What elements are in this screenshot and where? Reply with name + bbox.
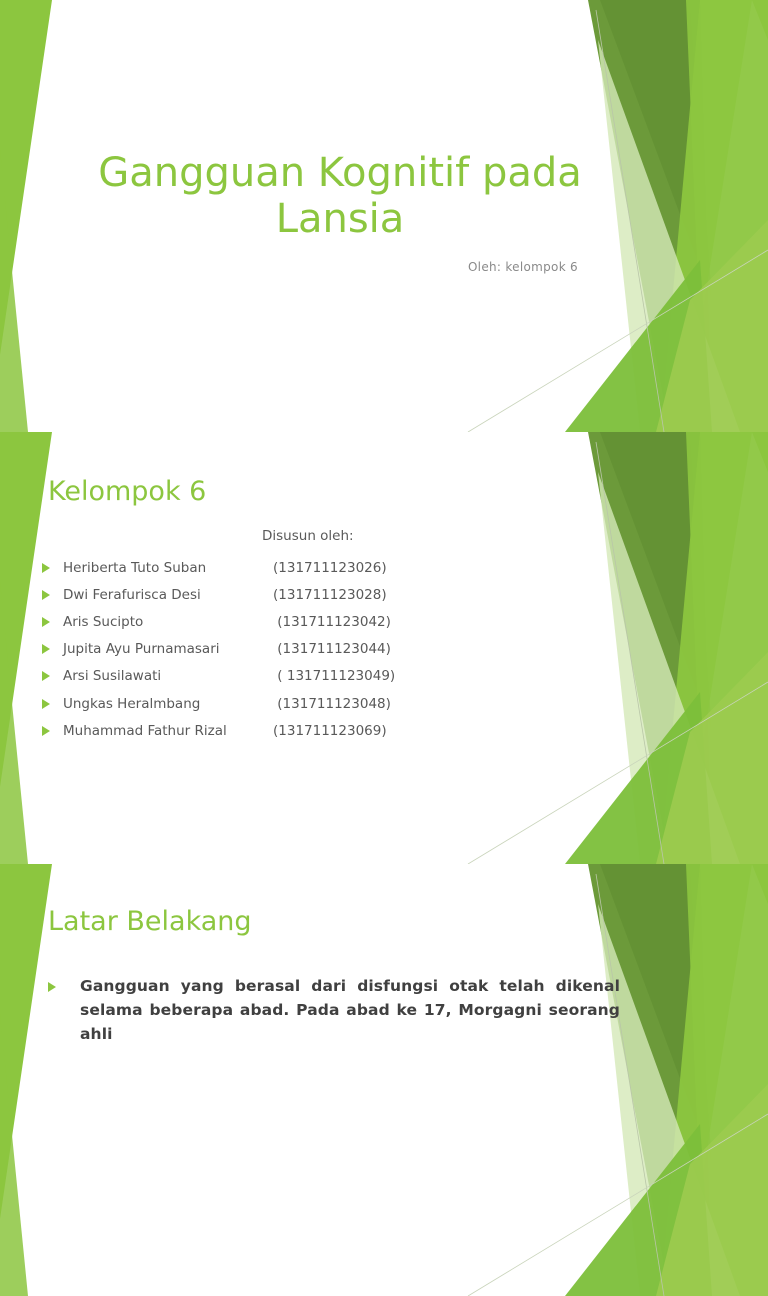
slide-group-members: [0, 432, 768, 864]
member-id: ( 131711123049): [273, 668, 396, 685]
member-id: (131711123026): [273, 559, 387, 576]
list-item: [42, 636, 395, 663]
slide-heading: Kelompok 6: [48, 476, 207, 507]
bullet-paragraph: [48, 974, 620, 1046]
paragraph-text: Gangguan yang berasal dari disfungsi otak telah dikenal selama beberapa abad. Pada abad ke 17, Morgagni seorang ahli: [80, 977, 620, 1043]
triangle-bullet-icon: [42, 726, 50, 736]
member-name: Muhammad Fathur Rizal: [63, 722, 227, 739]
triangle-bullet-icon: [42, 671, 50, 681]
list-item: [42, 554, 395, 581]
list-item: [42, 581, 395, 608]
member-id: (131711123069): [273, 722, 387, 739]
member-list: [42, 554, 395, 744]
list-item: [42, 663, 395, 690]
member-name: Jupita Ayu Purnamasari: [63, 641, 220, 658]
member-id: (131711123042): [273, 613, 391, 630]
triangle-bullet-icon: [42, 590, 50, 600]
slide-background: [0, 864, 768, 1043]
member-name: Ungkas Heralmbang: [63, 695, 201, 712]
member-name: Heriberta Tuto Suban: [63, 559, 207, 576]
list-item: [42, 690, 395, 717]
triangle-bullet-icon: [42, 563, 50, 573]
member-id: (131711123048): [273, 695, 391, 712]
triangle-bullet-icon: [42, 699, 50, 709]
byline: Disusun oleh:: [262, 528, 354, 544]
member-name: Aris Sucipto: [63, 613, 144, 630]
presentation-subtitle: Oleh: kelompok 6: [467, 260, 578, 274]
member-name: Arsi Susilawati: [63, 668, 162, 685]
member-name: Dwi Ferafurisca Desi: [63, 586, 201, 603]
member-id: (131711123028): [273, 586, 387, 603]
triangle-bullet-icon: [42, 617, 50, 627]
triangle-bullet-icon: [48, 982, 56, 992]
member-id: (131711123044): [273, 641, 391, 658]
triangle-bullet-icon: [42, 644, 50, 654]
list-item: [42, 608, 395, 635]
list-item: [42, 717, 395, 744]
presentation-title: Gangguan Kognitif pada Lansia: [98, 150, 582, 242]
slide-title: [0, 0, 768, 432]
slide-heading: Latar Belakang: [48, 906, 252, 937]
